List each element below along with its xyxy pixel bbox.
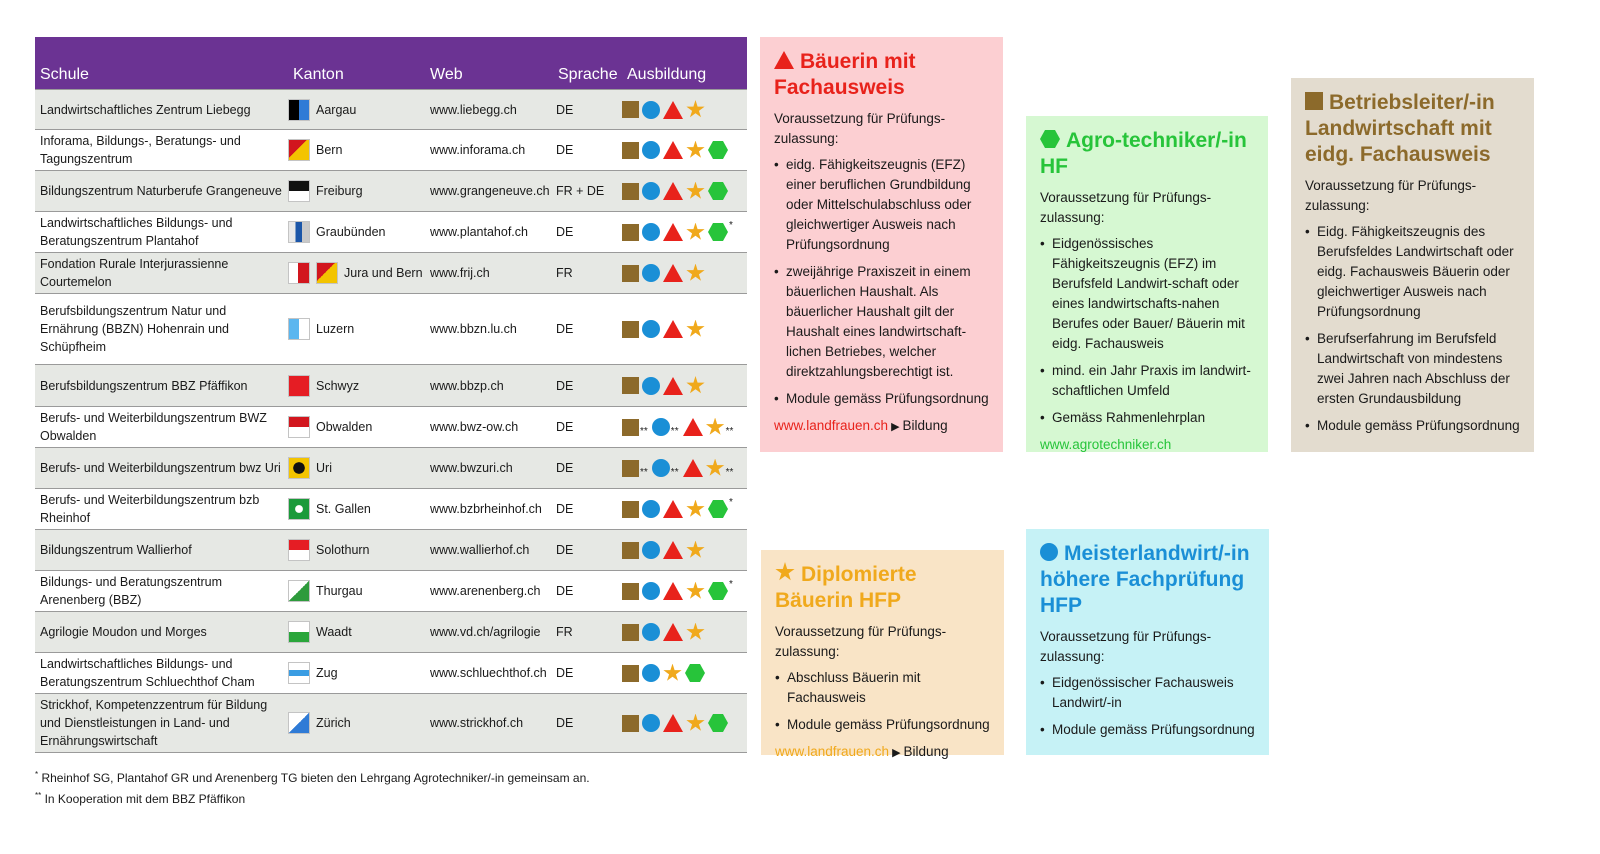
box-agrotechniker-title-text: Agro-techniker/-in HF	[1040, 129, 1247, 178]
footnote-mark: **	[725, 426, 734, 437]
hexagon-icon	[708, 500, 728, 518]
website-link[interactable]: www.grangeneuve.ch	[430, 184, 550, 198]
box-meister-list	[1040, 673, 1255, 740]
education-symbols	[622, 498, 747, 520]
arrow-right-icon: ▶	[892, 747, 901, 759]
square-icon	[622, 265, 639, 282]
box-baeuerin-title-text: Bäuerin mit Fachausweis	[774, 50, 916, 99]
triangle-icon	[663, 714, 683, 732]
language: DE	[556, 378, 574, 393]
table-row	[35, 171, 747, 212]
box-agrotechniker-link-line	[1040, 435, 1254, 455]
circle-icon	[642, 541, 660, 559]
table-row	[35, 89, 747, 130]
table-row	[35, 612, 747, 653]
language: DE	[556, 225, 574, 239]
graubuenden-flag-icon	[288, 221, 310, 243]
kanton-name: St. Gallen	[316, 502, 371, 516]
box-diplomierte-list	[775, 668, 990, 735]
square-icon	[622, 501, 639, 518]
table-row	[35, 489, 747, 530]
website-link[interactable]: www.bbzp.ch	[430, 378, 504, 393]
education-symbols	[622, 714, 747, 733]
kanton-cell	[288, 621, 425, 643]
footnote-mark: **	[670, 426, 679, 437]
box-baeuerin-intro: Voraussetzung für Prüfungs-zulassung:	[774, 111, 946, 146]
hexagon-icon	[708, 182, 728, 200]
kanton-cell	[288, 539, 425, 561]
box-agrotechniker-title	[1040, 128, 1254, 180]
star-icon	[686, 500, 705, 519]
education-symbols	[622, 320, 747, 339]
star-icon	[686, 100, 705, 119]
education-symbols	[622, 264, 747, 283]
hexagon-icon	[708, 714, 728, 732]
table-row	[35, 253, 747, 294]
footnote-1-mark: *	[35, 770, 39, 779]
star-icon	[686, 141, 705, 160]
triangle-icon	[663, 623, 683, 641]
table-header	[35, 37, 747, 89]
box-betriebsleiter-title-text: Betriebsleiter/-in Landwirtschaft mit eidg. Fachausweis	[1305, 91, 1495, 166]
education-symbols	[622, 664, 747, 683]
zug-flag-icon	[288, 662, 310, 684]
language: DE	[556, 420, 574, 434]
circle-icon	[642, 182, 660, 200]
language: DE	[556, 502, 574, 516]
box-diplomierte-link-line	[775, 742, 990, 763]
school-name: Agrilogie Moudon und Morges	[40, 625, 207, 639]
arrow-right-icon: ▶	[891, 421, 900, 433]
kanton-cell	[288, 375, 425, 397]
footnote-mark: **	[670, 467, 679, 478]
box-diplomierte-intro: Voraussetzung für Prüfungs-zulassung:	[775, 624, 947, 659]
language: FR + DE	[556, 184, 605, 198]
website-link[interactable]: www.bwzuri.ch	[430, 461, 513, 475]
triangle-icon	[663, 264, 683, 282]
circle-icon	[1040, 543, 1058, 561]
website-link[interactable]: www.plantahof.ch	[430, 225, 528, 239]
education-symbols	[622, 417, 747, 437]
circle-icon	[642, 623, 660, 641]
square-icon	[622, 142, 639, 159]
square-icon	[622, 224, 639, 241]
footnote-mark: *	[729, 579, 733, 590]
star-icon	[686, 264, 705, 283]
list-item: • Abschluss Bäuerin mit Fachausweis	[775, 668, 990, 708]
header-web: Web	[430, 66, 463, 83]
luzern-flag-icon	[288, 318, 310, 340]
landfrauen-link[interactable]: www.landfrauen.ch	[775, 744, 890, 759]
table-row	[35, 130, 747, 171]
star-icon	[686, 376, 705, 395]
box-baeuerin-link-line	[774, 416, 989, 437]
education-symbols	[622, 376, 747, 395]
website-link[interactable]: www.schluechthof.ch	[430, 666, 547, 680]
header-education: Ausbildung	[627, 66, 707, 83]
website-link[interactable]: www.arenenberg.ch	[430, 584, 541, 598]
square-icon	[622, 583, 639, 600]
box-betriebsleiter-intro: Voraussetzung für Prüfungs-zulassung:	[1305, 178, 1477, 213]
uri-flag-icon	[288, 457, 310, 479]
language: DE	[556, 461, 574, 475]
kanton-name: Aargau	[316, 102, 357, 117]
triangle-icon	[663, 377, 683, 395]
list-item: • Module gemäss Prüfungsordnung	[774, 389, 989, 409]
table-row	[35, 294, 747, 365]
kanton-cell	[288, 662, 425, 684]
language: FR	[556, 266, 573, 280]
kanton-cell	[288, 580, 425, 602]
waadt-flag-icon	[288, 621, 310, 643]
triangle-icon	[663, 141, 683, 159]
table-row	[35, 407, 747, 448]
education-symbols	[622, 623, 747, 642]
triangle-icon	[663, 500, 683, 518]
list-item: • Gemäss Rahmenlehrplan	[1040, 408, 1254, 428]
education-symbols	[622, 458, 747, 478]
footnote-2-text: In Kooperation mit dem BBZ Pfäffikon	[44, 792, 246, 806]
circle-icon	[652, 459, 670, 477]
star-icon	[663, 664, 682, 683]
education-symbols	[622, 182, 747, 201]
website-link[interactable]: www.bzbrheinhof.ch	[430, 502, 542, 516]
table-body	[35, 89, 747, 753]
table-row	[35, 212, 747, 253]
kanton-name: Jura und Bern	[344, 266, 423, 280]
table-row	[35, 365, 747, 407]
square-icon	[622, 715, 639, 732]
square-icon	[622, 321, 639, 338]
landfrauen-link[interactable]: www.landfrauen.ch	[774, 418, 889, 433]
star-icon	[686, 182, 705, 201]
thurgau-flag-icon	[288, 580, 310, 602]
table-row	[35, 694, 747, 753]
circle-icon	[642, 714, 660, 732]
school-name: Landwirtschaftliches Zentrum Liebegg	[40, 102, 251, 117]
star-icon	[686, 582, 705, 601]
triangle-icon	[683, 418, 703, 436]
website-link[interactable]: www.bbzn.lu.ch	[430, 322, 517, 336]
kanton-name: Luzern	[316, 322, 355, 336]
website-link[interactable]: www.bwz-ow.ch	[430, 420, 519, 434]
list-item: • Eidgenössischer Fachausweis Landwirt/-in	[1040, 673, 1255, 713]
circle-icon	[652, 418, 670, 436]
language: DE	[556, 322, 574, 336]
triangle-icon	[663, 541, 683, 559]
list-item: • Eidgenössisches Fähigkeitszeugnis (EFZ) im Berufsfeld Landwirt-schaft oder eines landwirtschafts-nahen Berufes oder Bauer/ Bäuerin mit eidg. Fachausweis	[1040, 234, 1254, 354]
st-gallen-flag-icon	[288, 498, 310, 520]
kanton-name: Solothurn	[316, 543, 370, 557]
website-link[interactable]: www.strickhof.ch	[430, 716, 524, 730]
list-item: • Eidg. Fähigkeitszeugnis des Berufsfeldes Landwirtschaft oder eidg. Fachausweis Bäuerin oder gleichwertiger Ausweis nach Prüfungsordnung	[1305, 222, 1520, 322]
kanton-name: Thurgau	[316, 584, 363, 598]
kanton-name: Schwyz	[316, 378, 360, 393]
website-link[interactable]: www.liebegg.ch	[430, 102, 517, 117]
box-meister-intro: Voraussetzung für Prüfungs-zulassung:	[1040, 629, 1212, 664]
table-row	[35, 530, 747, 571]
star-icon	[775, 562, 795, 582]
square-icon	[622, 460, 639, 477]
kanton-cell	[288, 712, 425, 734]
list-item: • Module gemäss Prüfungsordnung	[775, 715, 990, 735]
box-diplomierte-baeuerin	[761, 550, 1004, 759]
language: FR	[556, 625, 573, 639]
education-symbols	[622, 100, 747, 119]
star-icon	[686, 223, 705, 242]
header-language: Sprache	[558, 66, 618, 83]
freiburg-flag-icon	[288, 180, 310, 202]
kanton-cell	[288, 139, 425, 161]
kanton-cell	[288, 180, 425, 202]
star-icon	[686, 623, 705, 642]
circle-icon	[642, 664, 660, 682]
school-name: Bildungszentrum Naturberufe Grangeneuve	[40, 184, 282, 198]
education-symbols	[622, 141, 747, 160]
header-school: Schule	[40, 66, 89, 83]
kanton-name: Waadt	[316, 625, 352, 639]
education-symbols	[622, 541, 747, 560]
education-symbols	[622, 221, 747, 243]
education-symbols	[622, 580, 747, 602]
box-betriebsleiter	[1291, 78, 1534, 452]
link-suffix: Bildung	[903, 744, 949, 759]
obwalden-flag-icon	[288, 416, 310, 438]
school-name: Berufs- und Weiterbildungszentrum BWZ Obwalden	[40, 411, 267, 443]
circle-icon	[642, 264, 660, 282]
header-kanton: Kanton	[293, 66, 344, 83]
website-link[interactable]: www.inforama.ch	[430, 143, 526, 157]
footnote-mark: **	[640, 426, 648, 437]
square-icon	[622, 624, 639, 641]
kanton-cell	[288, 99, 425, 121]
hexagon-icon	[1040, 130, 1060, 148]
box-meister-title	[1040, 541, 1255, 619]
kanton-name: Bern	[316, 143, 343, 157]
box-diplomierte-title-text: Diplomierte Bäuerin HFP	[775, 563, 917, 612]
circle-icon	[642, 320, 660, 338]
table-row	[35, 571, 747, 612]
footnote-mark: **	[725, 467, 734, 478]
language: DE	[556, 666, 574, 680]
square-icon	[622, 183, 639, 200]
school-name: Fondation Rurale Interjurassienne Courtemelon	[40, 257, 229, 289]
zuerich-flag-icon	[288, 712, 310, 734]
website-link[interactable]: www.vd.ch/agrilogie	[430, 625, 541, 639]
box-baeuerin-list	[774, 155, 989, 409]
circle-icon	[642, 377, 660, 395]
school-name: Landwirtschaftliches Bildungs- und Beratungszentrum Plantahof	[40, 216, 233, 248]
bern-flag-icon	[288, 139, 310, 161]
triangle-icon	[663, 223, 683, 241]
table-row	[35, 653, 747, 694]
school-name: Strickhof, Kompetenzzentrum für Bildung und Dienstleistungen in Land- und Ernährungswirtschaft	[40, 698, 268, 748]
box-meister-title-text: Meisterlandwirt/-in höhere Fachprüfung HFP	[1040, 542, 1250, 617]
list-item: • eidg. Fähigkeitszeugnis (EFZ) einer beruflichen Grundbildung oder Mittelschulabschluss oder gleichwertiger Ausweis nach Prüfungsordnung	[774, 155, 989, 255]
school-name: Bildungs- und Beratungszentrum Arenenberg (BBZ)	[40, 575, 223, 607]
square-icon	[622, 542, 639, 559]
bern-flag-icon	[316, 262, 338, 284]
kanton-name: Zug	[316, 666, 338, 680]
kanton-cell	[288, 457, 425, 479]
triangle-icon	[663, 320, 683, 338]
aargau-flag-icon	[288, 99, 310, 121]
circle-icon	[642, 141, 660, 159]
kanton-name: Freiburg	[316, 184, 363, 198]
box-agrotechniker	[1026, 116, 1268, 452]
circle-icon	[642, 500, 660, 518]
square-icon	[622, 665, 639, 682]
jura-flag-icon	[288, 262, 310, 284]
school-name: Bildungszentrum Wallierhof	[40, 543, 192, 557]
triangle-icon	[663, 582, 683, 600]
star-icon	[686, 714, 705, 733]
list-item: • mind. ein Jahr Praxis im landwirt-schaftlichen Umfeld	[1040, 361, 1254, 401]
star-icon	[706, 418, 725, 437]
triangle-icon	[683, 459, 703, 477]
box-betriebsleiter-list	[1305, 222, 1520, 436]
language: DE	[556, 716, 574, 730]
kanton-name: Uri	[316, 461, 332, 475]
kanton-cell	[288, 318, 425, 340]
list-item: • Module gemäss Prüfungsordnung	[1305, 416, 1520, 436]
triangle-icon	[663, 101, 683, 119]
square-icon	[622, 101, 639, 118]
box-diplomierte-title	[775, 562, 990, 614]
agrotechniker-link[interactable]: www.agrotechniker.ch	[1040, 437, 1172, 452]
footnote-1	[35, 766, 590, 787]
star-icon	[686, 320, 705, 339]
hexagon-icon	[708, 141, 728, 159]
school-name: Berufs- und Weiterbildungszentrum bzb Rheinhof	[40, 493, 260, 525]
school-name: Berufsbildungszentrum BBZ Pfäffikon	[40, 378, 248, 393]
circle-icon	[642, 582, 660, 600]
table-row	[35, 448, 747, 489]
square-icon	[1305, 92, 1323, 110]
footnote-mark: **	[640, 467, 648, 478]
box-baeuerin-fachausweis	[760, 37, 1003, 452]
hexagon-icon	[685, 664, 705, 682]
star-icon	[686, 541, 705, 560]
schools-table	[35, 37, 747, 753]
triangle-icon	[663, 182, 683, 200]
school-name: Inforama, Bildungs-, Beratungs- und Tagungszentrum	[40, 134, 241, 166]
schwyz-flag-icon	[288, 375, 310, 397]
footnote-mark: *	[729, 497, 733, 508]
list-item: • Berufserfahrung im Berufsfeld Landwirtschaft von mindestens zwei Jahren nach Abschluss der ersten Grundausbildung	[1305, 329, 1520, 409]
box-baeuerin-title	[774, 49, 989, 101]
star-icon	[706, 459, 725, 478]
box-betriebsleiter-title	[1305, 90, 1520, 168]
kanton-name: Zürich	[316, 716, 351, 730]
footnotes	[35, 766, 590, 808]
footnote-1-text: Rheinhof SG, Plantahof GR und Arenenberg TG bieten den Lehrgang Agrotechniker/-in gemeinsam an.	[41, 771, 590, 785]
kanton-name: Obwalden	[316, 420, 373, 434]
box-agrotechniker-list	[1040, 234, 1254, 428]
kanton-cell	[288, 262, 425, 284]
list-item: • Module gemäss Prüfungsordnung	[1040, 720, 1255, 740]
kanton-name: Graubünden	[316, 225, 386, 239]
box-meisterlandwirt	[1026, 529, 1269, 755]
square-icon	[622, 377, 639, 394]
solothurn-flag-icon	[288, 539, 310, 561]
language: DE	[556, 102, 574, 117]
kanton-cell	[288, 498, 425, 520]
footnote-2	[35, 787, 590, 808]
circle-icon	[642, 223, 660, 241]
triangle-icon	[774, 51, 794, 69]
language: DE	[556, 584, 574, 598]
school-name: Berufs- und Weiterbildungszentrum bwz Uri	[40, 461, 281, 475]
square-icon	[622, 419, 639, 436]
school-name: Berufsbildungszentrum Natur und Ernährung (BBZN) Hohenrain und Schüpfheim	[40, 304, 229, 354]
kanton-cell	[288, 221, 425, 243]
circle-icon	[642, 101, 660, 119]
website-link[interactable]: www.frij.ch	[430, 266, 490, 280]
footnote-mark: *	[729, 220, 733, 231]
language: DE	[556, 543, 574, 557]
kanton-cell	[288, 416, 425, 438]
link-suffix: Bildung	[902, 418, 948, 433]
hexagon-icon	[708, 582, 728, 600]
box-agrotechniker-intro: Voraussetzung für Prüfungs-zulassung:	[1040, 190, 1212, 225]
language: DE	[556, 143, 574, 157]
footnote-2-mark: **	[35, 791, 42, 800]
school-name: Landwirtschaftliches Bildungs- und Beratungszentrum Schluechthof Cham	[40, 657, 255, 689]
list-item: • zweijährige Praxiszeit in einem bäuerlichen Haushalt. Als bäuerlicher Haushalt gilt der Haushalt eines landwirtschaft-lichen Betriebes, welcher direktzahlungsberechtigt ist.	[774, 262, 989, 382]
website-link[interactable]: www.wallierhof.ch	[430, 543, 530, 557]
hexagon-icon	[708, 223, 728, 241]
